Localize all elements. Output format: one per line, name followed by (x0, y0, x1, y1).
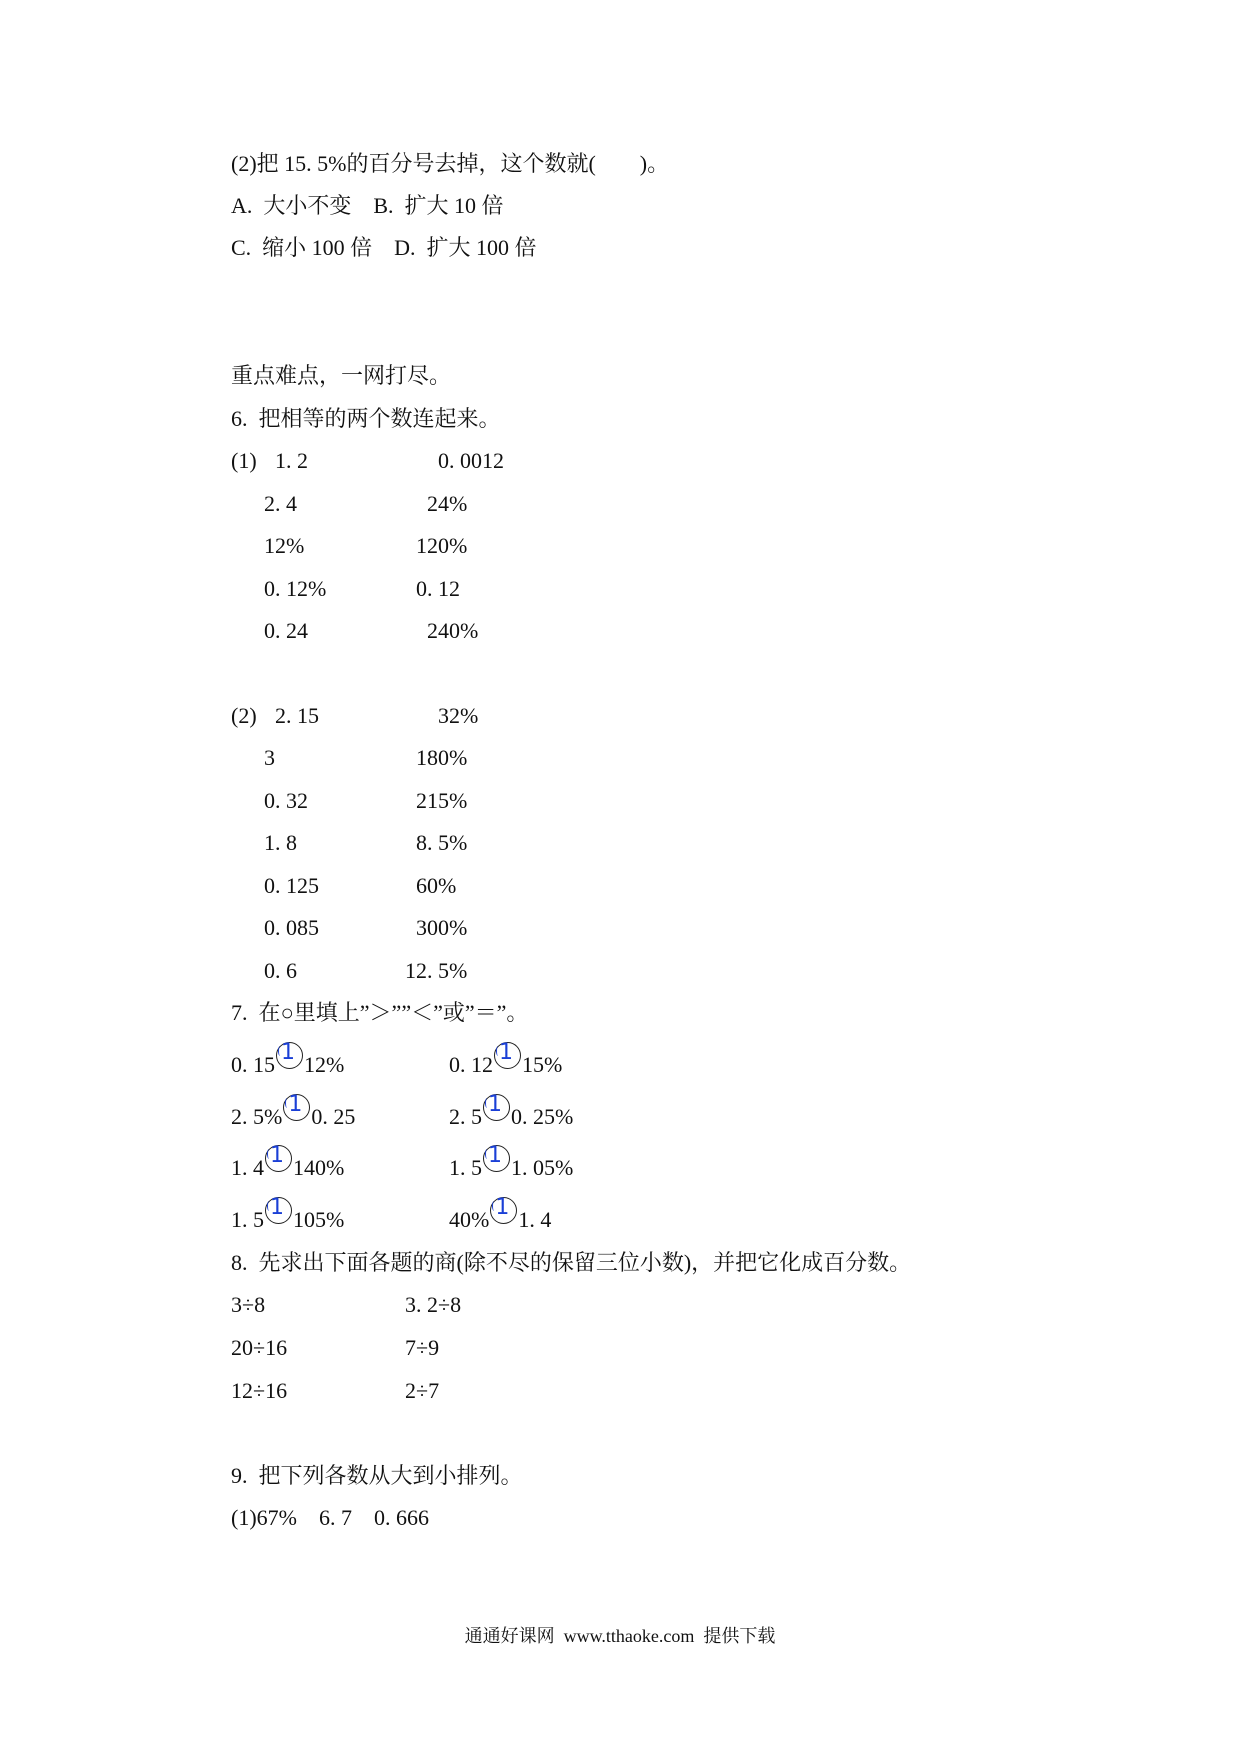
question-6-part1-row (231, 531, 631, 561)
question-5-2-options-ab: A. 大小不变 B. 扩大 10 倍 (231, 193, 504, 218)
match-left-item: 0. 32 (264, 788, 308, 813)
match-left-item: 1. 8 (264, 830, 297, 855)
comparison-operand: 2. 5% (231, 1104, 283, 1129)
match-left-item: 0. 24 (264, 618, 308, 643)
question-6-part2-row (231, 828, 631, 858)
question-6-part1-row (231, 489, 631, 519)
comparison-right (449, 1143, 574, 1183)
division-expression: 3. 2÷8 (405, 1292, 462, 1317)
question-6-part1-label: (1) (231, 448, 257, 473)
match-right-item: 24% (427, 491, 468, 516)
division-row (231, 1290, 631, 1320)
match-left-item: 1. 2 (275, 448, 308, 473)
match-right-item: 300% (416, 915, 468, 940)
match-right-item: 240% (427, 618, 479, 643)
comparison-operand: 1. 4 (518, 1207, 552, 1232)
comparison-operand: 1. 5 (231, 1207, 264, 1232)
comparison-operand: 15% (522, 1052, 563, 1077)
comparison-right (449, 1040, 563, 1080)
match-right-item: 0. 12 (416, 576, 460, 601)
question-6-stem: 6. 把相等的两个数连起来。 (231, 406, 501, 431)
comparison-operand: 1. 4 (231, 1155, 264, 1180)
answer-circle[interactable] (483, 1094, 510, 1121)
match-left-item: 3 (264, 745, 275, 770)
circle-mark: 1 (270, 1143, 284, 1168)
question-9-stem: 9. 把下列各数从大到小排列。 (231, 1463, 523, 1488)
comparison-row (231, 1092, 831, 1132)
comparison-operand: 105% (293, 1207, 345, 1232)
comparison-left (231, 1092, 356, 1132)
question-6-part1-row (231, 446, 631, 476)
comparison-operand: 0. 25% (511, 1104, 574, 1129)
match-left-item: 0. 085 (264, 915, 319, 940)
comparison-row (231, 1195, 831, 1235)
question-6-part2-row (231, 956, 631, 986)
section-title: 重点难点，一网打尽。 (231, 363, 452, 388)
question-6-part2-label: (2) (231, 703, 257, 728)
match-right-item: 215% (416, 788, 468, 813)
circle-mark: 1 (499, 1040, 513, 1065)
comparison-operand: 1. 05% (511, 1155, 574, 1180)
match-right-item: 8. 5% (416, 830, 468, 855)
division-expression: 20÷16 (231, 1335, 288, 1360)
match-right-item: 120% (416, 533, 468, 558)
comparison-left (231, 1040, 345, 1080)
comparison-operand: 0. 15 (231, 1052, 275, 1077)
comparison-operand: 0. 12 (449, 1052, 493, 1077)
comparison-right (449, 1195, 552, 1235)
match-right-item: 180% (416, 745, 468, 770)
comparison-operand: 40% (449, 1207, 490, 1232)
match-right-item: 60% (416, 873, 457, 898)
comparison-operand: 12% (304, 1052, 345, 1077)
question-6-part2-row (231, 786, 631, 816)
comparison-row (231, 1143, 831, 1183)
circle-mark: 1 (288, 1092, 303, 1117)
question-5-2-stem: (2)把 15. 5%的百分号去掉，这个数就( )。 (231, 151, 670, 176)
comparison-operand: 1. 5 (449, 1155, 482, 1180)
comparison-right (449, 1092, 574, 1132)
answer-circle[interactable] (483, 1145, 510, 1172)
page-footer: 通通好课网 www.tthaoke.com 提供下载 (464, 1626, 776, 1646)
question-9-part1: (1)67% 6. 7 0. 666 (231, 1505, 429, 1530)
division-expression: 12÷16 (231, 1378, 288, 1403)
division-row (231, 1333, 631, 1363)
circle-mark: 1 (270, 1195, 284, 1220)
question-7-stem: 7. 在○里填上”＞””＜”或”＝”。 (231, 1000, 529, 1025)
question-6-part2-row (231, 743, 631, 773)
answer-circle[interactable] (490, 1197, 517, 1224)
question-6-part1-row (231, 616, 631, 646)
question-6-part2-row (231, 701, 631, 731)
match-left-item: 12% (264, 533, 305, 558)
match-left-item: 0. 6 (264, 958, 297, 983)
division-expression: 7÷9 (405, 1335, 440, 1360)
answer-circle[interactable] (265, 1197, 292, 1224)
match-right-item: 0. 0012 (438, 448, 504, 473)
circle-mark: 1 (281, 1040, 295, 1065)
match-left-item: 2. 4 (264, 491, 297, 516)
match-left-item: 0. 12% (264, 576, 327, 601)
comparison-row (231, 1040, 831, 1080)
question-8-stem: 8. 先求出下面各题的商(除不尽的保留三位小数)，并把它化成百分数。 (231, 1250, 912, 1275)
match-left-item: 0. 125 (264, 873, 319, 898)
circle-mark: 1 (488, 1092, 502, 1117)
comparison-left (231, 1195, 345, 1235)
division-row (231, 1376, 631, 1406)
match-right-item: 32% (438, 703, 479, 728)
circle-mark: 1 (495, 1195, 510, 1220)
answer-circle[interactable] (276, 1042, 303, 1069)
comparison-operand: 0. 25 (311, 1104, 356, 1129)
division-expression: 2÷7 (405, 1378, 440, 1403)
comparison-operand: 2. 5 (449, 1104, 482, 1129)
question-6-part2-row (231, 913, 631, 943)
answer-circle[interactable] (494, 1042, 521, 1069)
match-right-item: 12. 5% (405, 958, 468, 983)
question-6-part1-row (231, 574, 631, 604)
comparison-operand: 140% (293, 1155, 345, 1180)
question-6-part2-row (231, 871, 631, 901)
circle-mark: 1 (488, 1143, 502, 1168)
answer-circle[interactable] (265, 1145, 292, 1172)
comparison-left (231, 1143, 345, 1183)
match-left-item: 2. 15 (275, 703, 319, 728)
question-5-2-options-cd: C. 缩小 100 倍 D. 扩大 100 倍 (231, 235, 537, 260)
division-expression: 3÷8 (231, 1292, 266, 1317)
answer-circle[interactable] (283, 1094, 310, 1121)
